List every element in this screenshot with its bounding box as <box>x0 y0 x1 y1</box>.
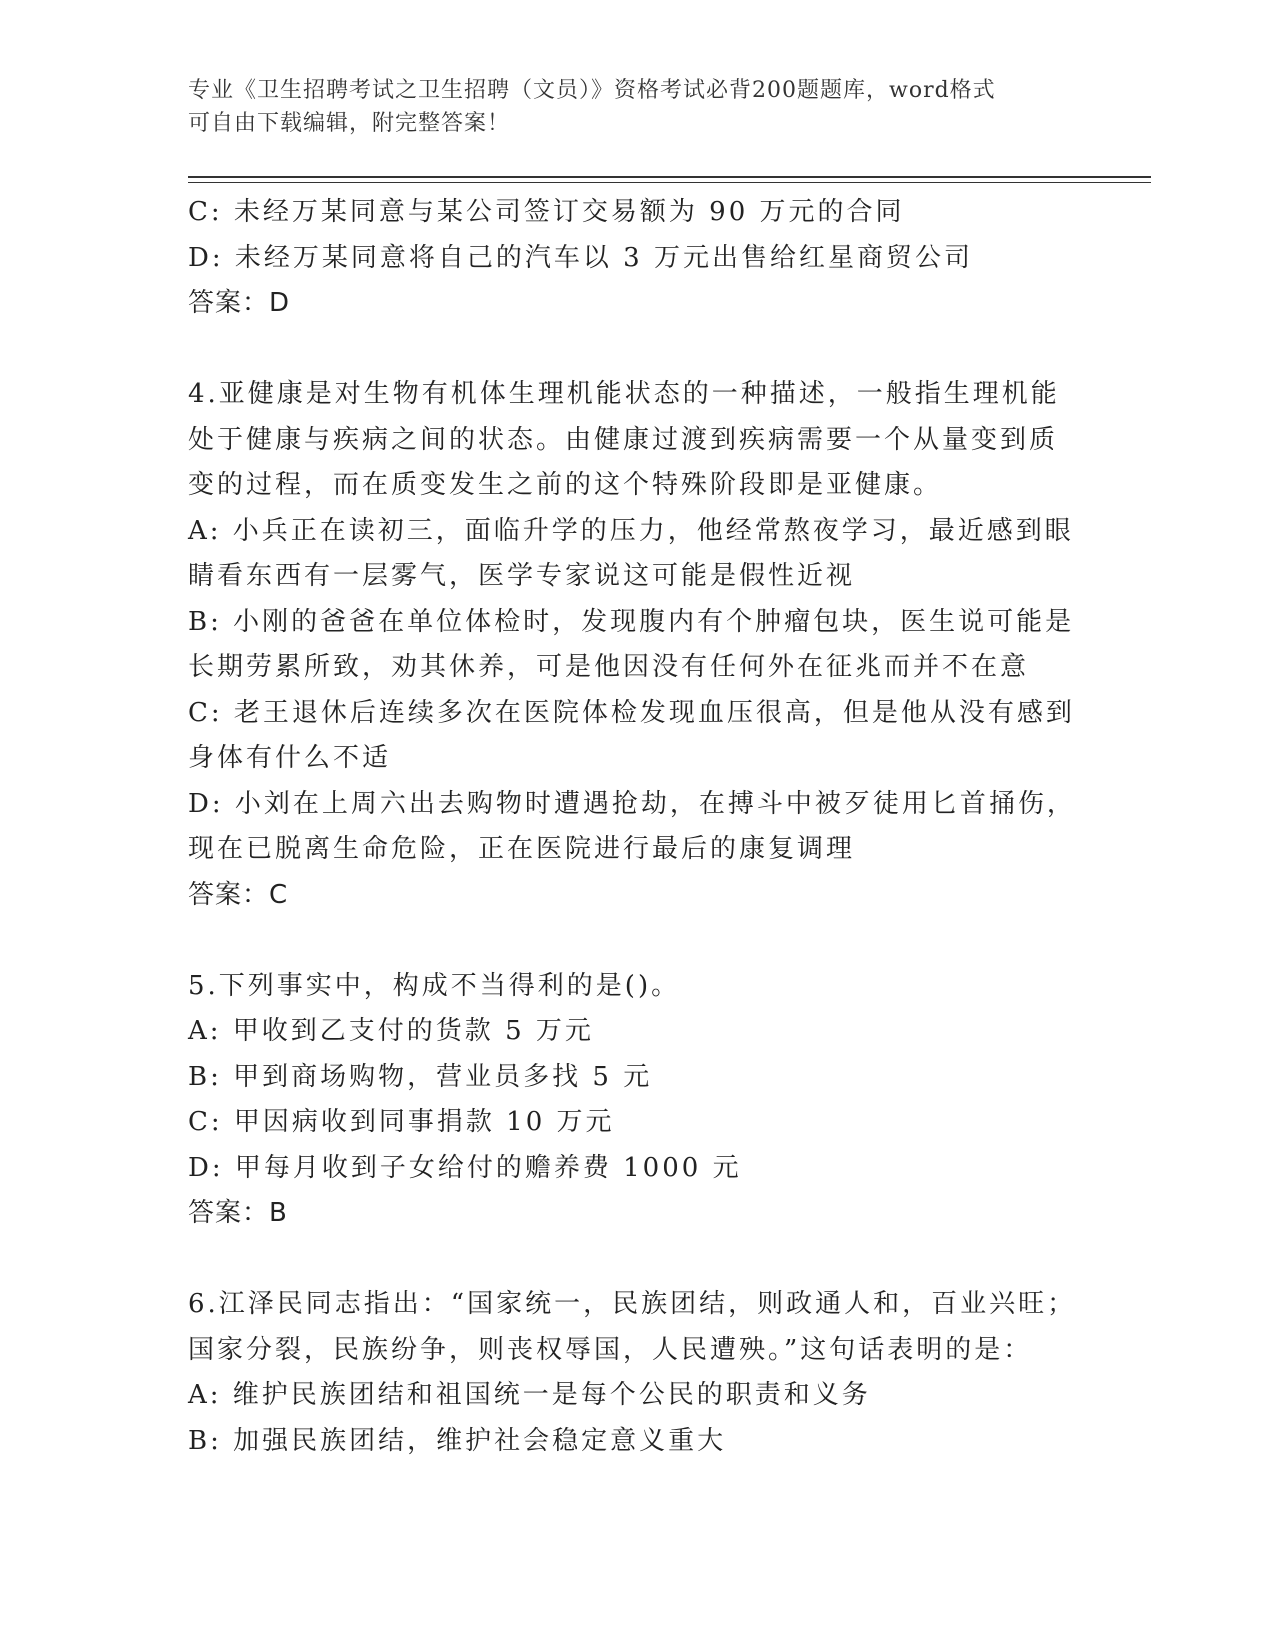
q3-option-d: D: 未经万某同意将自己的汽车以 3 万元出售给红星商贸公司 <box>188 242 973 273</box>
q5-answer: 答案：B <box>188 1198 288 1228</box>
q6-option-a: A: 维护民族团结和祖国统一是每个公民的职责和义务 <box>188 1380 871 1410</box>
q4-option-b-line-2: 长期劳累所致，劝其休养，可是他因没有任何外在征兆而并不在意 <box>188 652 1030 682</box>
q4-option-d-line-2: 现在已脱离生命危险，正在医院进行最后的康复调理 <box>188 834 856 864</box>
header-title-line-1: 专业《卫生招聘考试之卫生招聘（文员）》资格考试必背200题题库，word格式 <box>188 78 996 103</box>
q6-option-b: B: 加强民族团结，维护社会稳定意义重大 <box>188 1425 727 1456</box>
q5-option-c: C: 甲因病收到同事捐款 10 万元 <box>188 1107 615 1137</box>
q5-option-d: D: 甲每月收到子女给付的赡养费 1000 元 <box>188 1152 742 1183</box>
spacer <box>188 918 1088 964</box>
spacer <box>188 1237 1088 1283</box>
q4-stem-line-2: 处于健康与疾病之间的状态。由健康过渡到疾病需要一个从量变到质 <box>188 424 1059 455</box>
q5-option-b: B: 甲到商场购物，营业员多找 5 元 <box>188 1061 653 1092</box>
q6-stem-line-1: 6.江泽民同志指出：“国家统一，民族团结，则政通人和，百业兴旺； <box>188 1289 1077 1319</box>
q4-option-a-line-1: A: 小兵正在读初三，面临升学的压力，他经常熬夜学习，最近感到眼 <box>188 515 1074 546</box>
q4-answer: 答案：C <box>188 879 289 910</box>
question-6 <box>188 1282 1088 1464</box>
question-3-continued <box>188 190 1088 327</box>
header-divider-thick <box>188 176 1151 178</box>
question-list <box>188 190 1088 1464</box>
header-divider-thin <box>188 182 1151 183</box>
q4-option-a-line-2: 睛看东西有一层雾气，医学专家说这可能是假性近视 <box>188 561 856 591</box>
q5-option-a: A: 甲收到乙支付的货款 5 万元 <box>188 1016 594 1046</box>
q4-stem-line-1: 4.亚健康是对生物有机体生理机能状态的一种描述，一般指生理机能 <box>188 379 1060 409</box>
q4-stem-line-3: 变的过程，而在质变发生之前的这个特殊阶段即是亚健康。 <box>188 470 943 500</box>
spacer <box>188 327 1088 373</box>
header-title-line-2: 可自由下载编辑，附完整答案！ <box>188 111 511 136</box>
q4-option-b-line-1: B: 小刚的爸爸在单位体检时，发现腹内有个肿瘤包块，医生说可能是 <box>188 606 1075 637</box>
question-4 <box>188 372 1088 918</box>
question-5 <box>188 964 1088 1237</box>
q5-stem: 5.下列事实中，构成不当得利的是()。 <box>188 970 681 1001</box>
q6-stem-line-2: 国家分裂，民族纷争，则丧权辱国，人民遭殃。”这句话表明的是： <box>188 1334 1033 1365</box>
page-header <box>188 74 1068 140</box>
q4-option-c-line-1: C: 老王退休后连续多次在医院体检发现血压很高，但是他从没有感到 <box>188 697 1075 728</box>
q3-option-c: C: 未经万某同意与某公司签订交易额为 90 万元的合同 <box>188 197 905 227</box>
q4-option-c-line-2: 身体有什么不适 <box>188 743 392 773</box>
q4-option-d-line-1: D: 小刘在上周六出去购物时遭遇抢劫，在搏斗中被歹徒用匕首捅伤， <box>188 788 1076 819</box>
q3-answer: 答案：D <box>188 288 291 318</box>
